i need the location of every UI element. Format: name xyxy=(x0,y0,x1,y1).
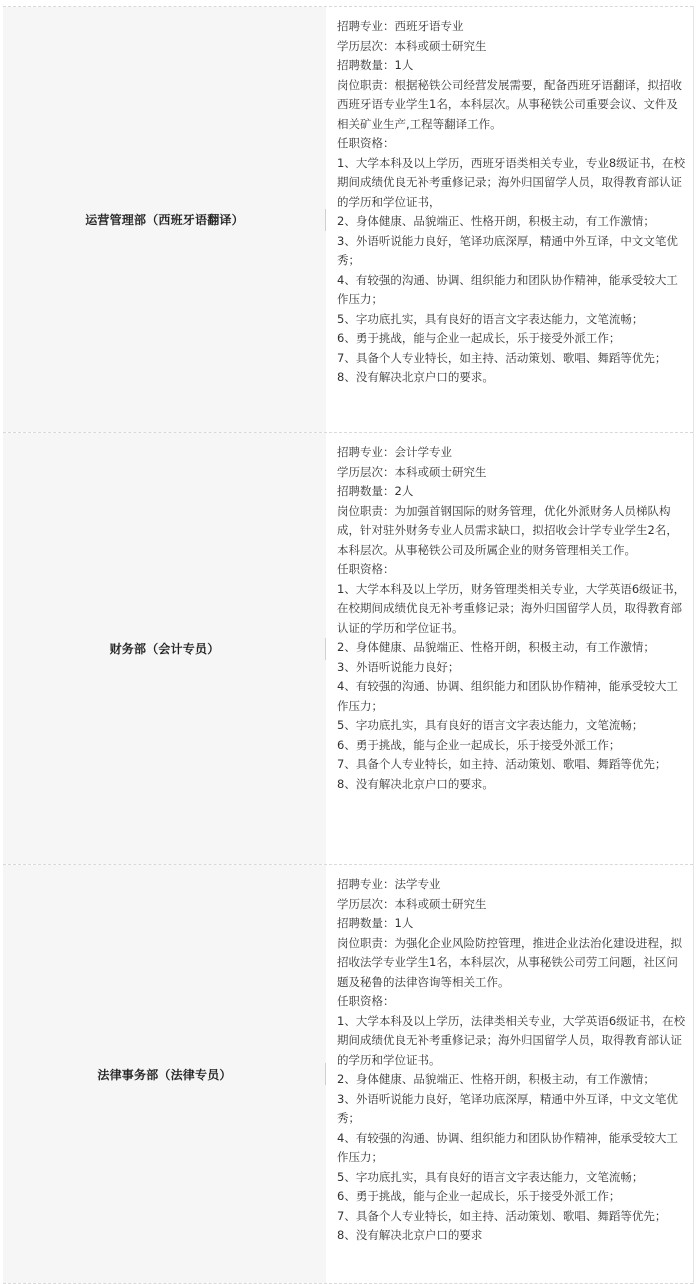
duties-text: 岗位职责：为强化企业风险防控管理，推进企业法治化建设进程，拟招收法学专业学生1名，本科层次，从事秘铁公司劳工问题，社区问题及秘鲁的法律咨询等相关工作。 xyxy=(337,935,682,989)
qualification-title: 任职资格： xyxy=(337,562,395,576)
table-row xyxy=(3,432,693,864)
department-name: 运营管理部（西班牙语翻译） xyxy=(85,213,244,227)
major-text: 招聘专业：会计学专业 xyxy=(337,445,452,459)
department-name: 财务部（会计专员） xyxy=(109,642,220,656)
requirement-item: 6、勇于挑战，能与企业一起成长，乐于接受外派工作； xyxy=(337,737,621,752)
duties-text: 岗位职责：根据秘铁公司经营发展需要，配备西班牙语翻译，拟招收西班牙语专业学生1名，本科层次。从事秘铁公司重要会议、文件及相关矿业生产,工程等翻译工作。 xyxy=(337,77,682,131)
details-cell xyxy=(326,433,693,864)
requirement-item: 5、字功底扎实，具有良好的语言文字表达能力，文笔流畅； xyxy=(337,311,644,326)
requirement-item: 7、具备个人专业特长，如主持、活动策划、歌唱、舞蹈等优先； xyxy=(337,757,667,771)
requirement-item: 4、有较强的沟通、协调、组织能力和团队协作精神，能承受较大工作压力； xyxy=(337,679,678,713)
requirement-item: 6、勇于挑战，能与企业一起成长，乐于接受外派工作； xyxy=(337,1189,621,1203)
department-name: 法律事务部（法律专员） xyxy=(97,1067,232,1082)
qualification-title: 任职资格： xyxy=(337,136,395,150)
duties-text: 岗位职责：为加强首钢国际的财务管理，优化外派财务人员梯队构成，针对驻外财务专业人员需求缺口，拟招收会计学专业学生2名，本科层次。从事秘铁公司及所属企业的财务管理相关工作。 xyxy=(337,503,678,557)
major-text: 招聘专业：法学专业 xyxy=(337,877,441,891)
details-cell xyxy=(326,865,693,1283)
education-text: 学历层次：本科或硕士研究生 xyxy=(337,896,487,911)
requirement-item: 3、外语听说能力良好； xyxy=(337,659,460,674)
requirement-item: 1、大学本科及以上学历，法律类相关专业，大学英语6级证书，在校期间成绩优良无补考重修记录；海外归国留学人员，取得教育部认证的学历和学位证书。 xyxy=(337,1013,686,1067)
major-text: 招聘专业：西班牙语专业 xyxy=(337,19,464,33)
requirement-item: 4、有较强的沟通、协调、组织能力和团队协作精神，能承受较大工作压力； xyxy=(337,1130,678,1164)
quantity-text: 招聘数量：1人 xyxy=(337,58,414,72)
education-text: 学历层次：本科或硕士研究生 xyxy=(337,38,487,53)
requirement-item: 5、字功底扎实，具有良好的语言文字表达能力，文笔流畅； xyxy=(337,1169,644,1184)
table-row xyxy=(3,6,693,432)
requirement-item: 7、具备个人专业特长，如主持、活动策划、歌唱、舞蹈等优先； xyxy=(337,350,667,365)
requirement-item: 3、外语听说能力良好，笔译功底深厚，精通中外互译，中文文笔优秀； xyxy=(337,233,678,267)
qualification-title: 任职资格： xyxy=(337,994,395,1008)
requirement-item: 8、没有解决北京户口的要求。 xyxy=(337,776,494,791)
details-cell xyxy=(326,7,693,432)
department-cell xyxy=(3,865,326,1283)
requirement-item: 2、身体健康、品貌端正、性格开朗，积极主动，有工作激情； xyxy=(337,640,655,654)
table-row xyxy=(3,864,693,1284)
requirement-item: 6、勇于挑战，能与企业一起成长，乐于接受外派工作； xyxy=(337,331,621,345)
requirement-item: 2、身体健康、品貌端正、性格开朗，积极主动，有工作激情； xyxy=(337,1072,655,1086)
requirement-item: 8、没有解决北京户口的要求 xyxy=(337,1228,483,1242)
requirement-item: 1、大学本科及以上学历，财务管理类相关专业，大学英语6级证书，在校期间成绩优良无补考重修记录；海外归国留学人员，取得教育部认证的学历和学位证书。 xyxy=(337,581,686,635)
requirement-item: 8、没有解决北京户口的要求。 xyxy=(337,370,494,384)
requirement-item: 4、有较强的沟通、协调、组织能力和团队协作精神，能承受较大工作压力； xyxy=(337,272,678,306)
recruitment-table xyxy=(3,6,694,1284)
education-text: 学历层次：本科或硕士研究生 xyxy=(337,464,487,479)
requirement-item: 2、身体健康、品貌端正、性格开朗，积极主动，有工作激情； xyxy=(337,214,655,228)
requirement-item: 5、字功底扎实，具有良好的语言文字表达能力，文笔流畅； xyxy=(337,718,644,732)
quantity-text: 招聘数量：2人 xyxy=(337,484,414,498)
requirement-item: 7、具备个人专业特长，如主持、活动策划、歌唱、舞蹈等优先； xyxy=(337,1208,667,1223)
department-cell xyxy=(3,433,326,864)
requirement-item: 3、外语听说能力良好，笔译功底深厚，精通中外互译，中文文笔优秀； xyxy=(337,1091,678,1125)
quantity-text: 招聘数量：1人 xyxy=(337,916,414,930)
requirement-item: 1、大学本科及以上学历，西班牙语类相关专业，专业8级证书，在校期间成绩优良无补考重修记录；海外归国留学人员，取得教育部认证的学历和学位证书， xyxy=(337,155,686,209)
department-cell xyxy=(3,7,326,432)
